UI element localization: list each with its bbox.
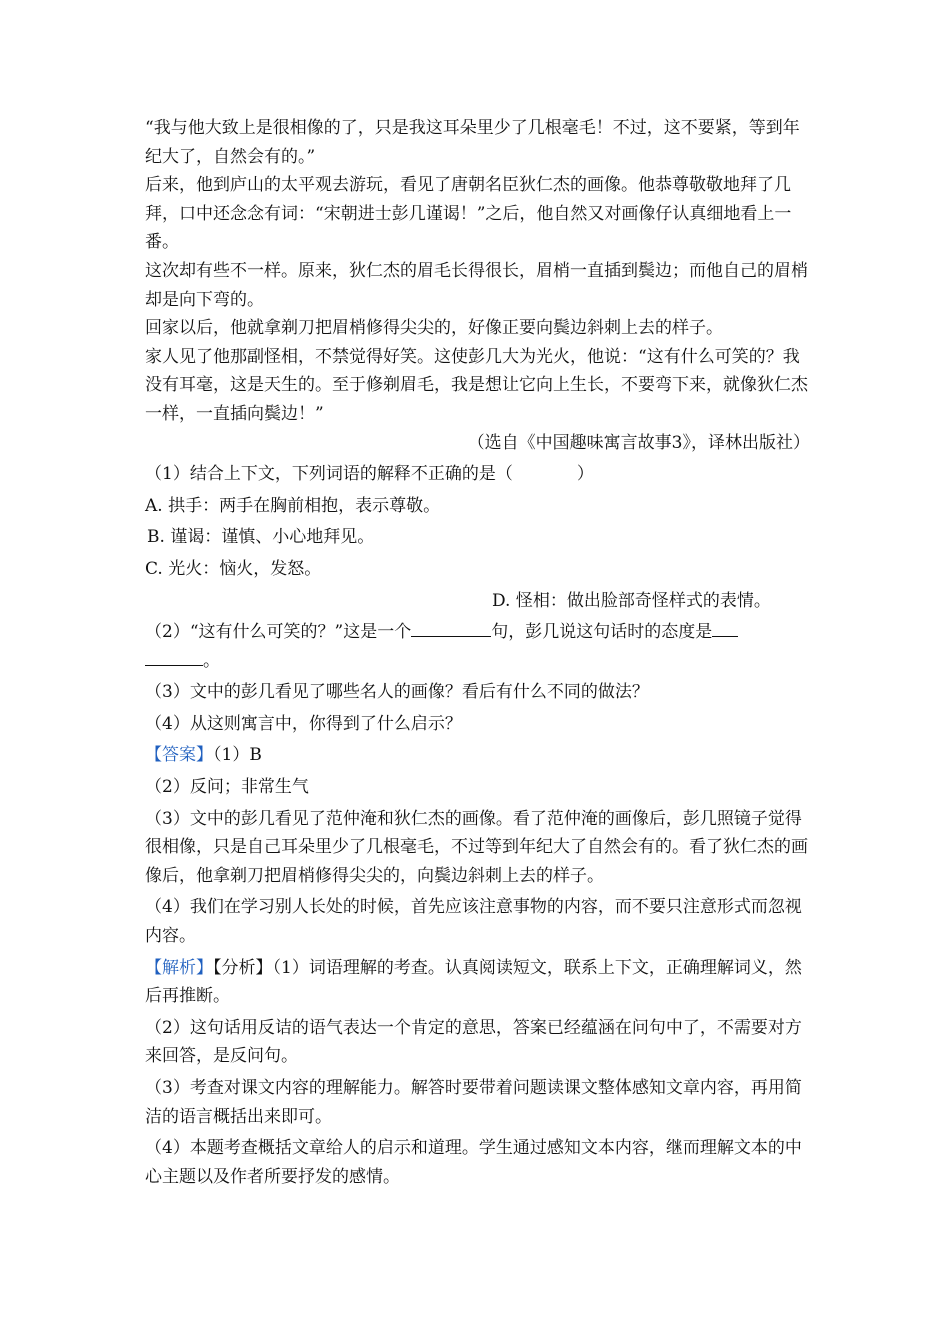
option-b: B. 谨谒：谨慎、小心地拜见。: [147, 527, 375, 548]
analysis-subtag: 【分析】: [213, 957, 273, 978]
answer-line-1: [145, 741, 810, 770]
analysis-2: （2）这句话用反诘的语气表达一个肯定的意思，答案已经蕴涵在问句中了，不需要对方来回答，是反问句。: [145, 1017, 802, 1067]
answer-4: （4）我们在学习别人长处的时候，首先应该注意事物的内容，而不要只注意形式而忽视内容。: [145, 897, 802, 947]
story-paragraph-2: 后来，他到庐山的太平观去游玩，看见了唐朝名臣狄仁杰的画像。他恭尊敬敬地拜了几拜，口中还念念有词：“宋朝进士彭几谨谒！”之后，他自然又对画像仔认真细地看上一番。: [145, 175, 792, 253]
question-4: （4）从这则寓言中，你得到了什么启示？: [145, 713, 462, 734]
analysis-4: （4）本题考查概括文章给人的启示和道理。学生通过感知文本内容，继而理解文本的中心主题以及作者所要抒发的感情。: [145, 1138, 802, 1187]
story-source: （选自《中国趣味寓言故事3》，译林出版社）: [467, 432, 810, 453]
question-2-part-b: 句，彭几说这句话时的态度是: [491, 622, 713, 643]
question-3: （3）文中的彭几看见了哪些名人的画像？看后有什么不同的做法？: [145, 682, 649, 703]
option-c: C. 光火：恼火，发怒。: [145, 558, 322, 579]
question-2-part-c: 。: [203, 650, 220, 671]
question-2-part-a: （2）“这有什么可笑的？”这是一个: [145, 622, 412, 643]
story-paragraph-3: 这次却有些不一样。原来，狄仁杰的眉毛长得很长，眉梢一直插到鬓边；而他自己的眉梢却是向下弯的。: [145, 260, 808, 310]
answer-2: （2）反问；非常生气: [145, 777, 309, 798]
question-1-text: （1）结合上下文，下列词语的解释不正确的是（: [145, 464, 513, 485]
option-d: D. 怪相：做出脸部奇怪样式的表情。: [492, 590, 771, 611]
story-paragraph-4: 回家以后，他就拿剃刀把眉梢修得尖尖的，好像正要向鬓边斜刺上去的样子。: [145, 318, 723, 339]
analysis-line-1: [145, 954, 810, 1011]
document-page: [145, 114, 810, 1191]
answer-tag: 【答案】: [145, 745, 213, 766]
analysis-tag: 【解析】: [145, 957, 213, 978]
question-2: [145, 618, 810, 675]
story-paragraph-1: “我与他大致上是很相像的了，只是我这耳朵里少了几根毫毛！不过，这不要紧，等到年纪大了，自然会有的。”: [145, 118, 800, 167]
fill-blank-2a: [712, 618, 738, 637]
answer-1: （1）B: [213, 745, 262, 766]
answer-3: （3）文中的彭几看见了范仲淹和狄仁杰的画像。看了范仲淹的画像后，彭几照镜子觉得很相像，只是自己耳朵里少了几根毫毛，不过等到年纪大了自然会有的。看了狄仁杰的画像后，他拿剃刀把眉梢修得尖尖的，向鬓边斜刺上去的样子。: [145, 808, 808, 886]
fill-blank-1: [411, 618, 491, 637]
question-1: [145, 460, 810, 489]
analysis-3: （3）考查对课文内容的理解能力。解答时要带着问题读课文整体感知文章内容，再用简洁的语言概括出来即可。: [145, 1078, 802, 1127]
question-1-close: ）: [576, 464, 594, 485]
fill-blank-2b: [145, 647, 203, 666]
analysis-1: （1）词语理解的考查。认真阅读短文，联系上下文，正确理解词义，然后再推断。: [145, 957, 802, 1007]
story-paragraph-5: 家人见了他那副怪相，不禁觉得好笑。这使彭几大为光火，他说：“这有什么可笑的？我没有耳毫，这是天生的。至于修剃眉毛，我是想让它向上生长，不要弯下来，就像狄仁杰一样，一直插向鬓边！”: [145, 346, 808, 424]
option-a: A. 拱手：两手在胸前相抱，表示尊敬。: [145, 495, 441, 516]
